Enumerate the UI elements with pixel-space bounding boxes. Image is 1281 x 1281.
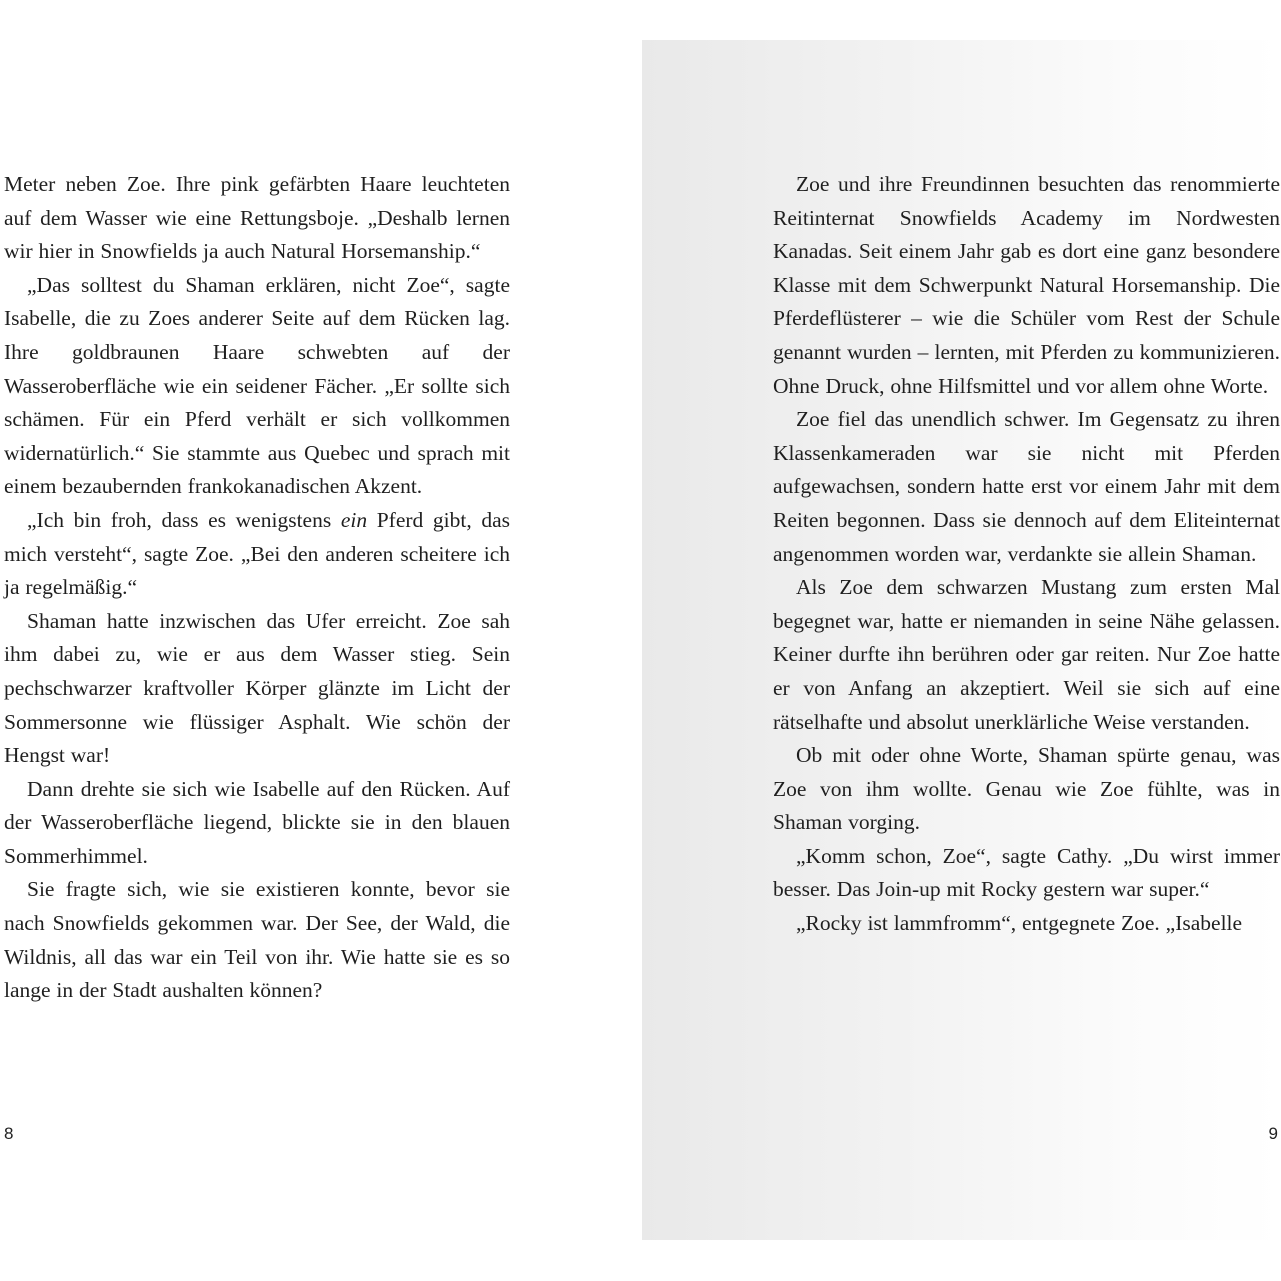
page-number-right: 9 bbox=[1268, 1124, 1278, 1143]
paragraph: Ob mit oder ohne Worte, Shaman spürte genau, was Zoe von ihm wollte. Genau wie Zoe fühlte, was in Shaman vorging. bbox=[773, 743, 1280, 835]
paragraph: Zoe fiel das unendlich schwer. Im Gegensatz zu ihren Klassenkameraden war sie nicht mit Pferden aufgewachsen, sondern hatte erst vor einem Jahr mit dem Reiten begonnen. Dass sie dennoch auf dem Eliteinternat angenommen worden war, verdankte sie allein Shaman. bbox=[773, 407, 1280, 566]
emphasized-word: ein bbox=[340, 507, 368, 532]
paragraph-text: Pferd gibt, das mich versteht“, sagte Zoe. „Bei den anderen scheitere ich ja regelmäßig.“ bbox=[4, 507, 510, 600]
paragraph-text: „Ich bin froh, dass es wenigstens bbox=[27, 507, 341, 532]
paragraph: „Rocky ist lammfromm“, entgegnete Zoe. „Isabelle bbox=[796, 911, 1243, 936]
paragraph: Als Zoe dem schwarzen Mustang zum ersten Mal begegnet war, hatte er niemanden in seine Nähe gelassen. Keiner durfte ihn berühren oder gar reiten. Nur Zoe hatte er von Anfang an akzeptiert. Weil sie sich auf eine rätselhafte und absolut unerklärliche Weise verstanden. bbox=[773, 575, 1280, 734]
paragraph: Meter neben Zoe. Ihre pink gefärbten Haare leuchteten auf dem Wasser wie eine Rettungsboje. „Deshalb lernen wir hier in Snowfields ja auch Natural Horsemanship.“ bbox=[4, 172, 510, 264]
paragraph bbox=[4, 504, 510, 605]
paragraph: Zoe und ihre Freundinnen besuchten das renommierte Reitinternat Snowfields Academy im Nordwesten Kanadas. Seit einem Jahr gab es dort eine ganz besondere Klasse mit dem Schwerpunkt Natural Horsemanship. Die Pferdeflüsterer – wie die Schüler vom Rest der Schule genannt wurden – lernten, mit Pferden zu kommunizieren. Ohne Druck, ohne Hilfsmittel und vor allem ohne Worte. bbox=[773, 172, 1280, 398]
paragraph: „Das solltest du Shaman erklären, nicht Zoe“, sagte Isabelle, die zu Zoes anderer Seite auf dem Rücken lag. Ihre goldbraunen Haare schwebten auf der Wasseroberfläche wie ein seidener Fächer. „Er sollte sich schämen. Für ein Pferd verhält er sich vollkommen widernatürlich.“ Sie stammte aus Quebec und sprach mit einem bezaubernden frankokanadischen Akzent. bbox=[4, 272, 510, 499]
paragraph: „Komm schon, Zoe“, sagte Cathy. „Du wirst immer besser. Das Join-up mit Rocky gestern war super.“ bbox=[773, 843, 1280, 902]
page-number-left: 8 bbox=[4, 1124, 14, 1143]
paragraph: Sie fragte sich, wie sie existieren konnte, bevor sie nach Snowfields gekommen war. Der See, der Wald, die Wildnis, all das war ein Teil von ihr. Wie hatte sie es so lange in der Stadt aushalten können? bbox=[4, 877, 510, 1003]
paragraph: Shaman hatte inzwischen das Ufer erreicht. Zoe sah ihm dabei zu, wie er aus dem Wasser stieg. Sein pechschwarzer kraftvoller Körper glänzte im Licht der Sommersonne wie flüssiger Asphalt. Wie schön der Hengst war! bbox=[4, 608, 510, 768]
right-page-text bbox=[773, 168, 1280, 941]
left-page bbox=[0, 40, 640, 1240]
paragraph: Dann drehte sie sich wie Isabelle auf den Rücken. Auf der Wasseroberfläche liegend, blickte sie in den blauen Sommerhimmel. bbox=[4, 776, 510, 868]
left-page-text bbox=[4, 168, 510, 1008]
right-page bbox=[642, 40, 1281, 1240]
